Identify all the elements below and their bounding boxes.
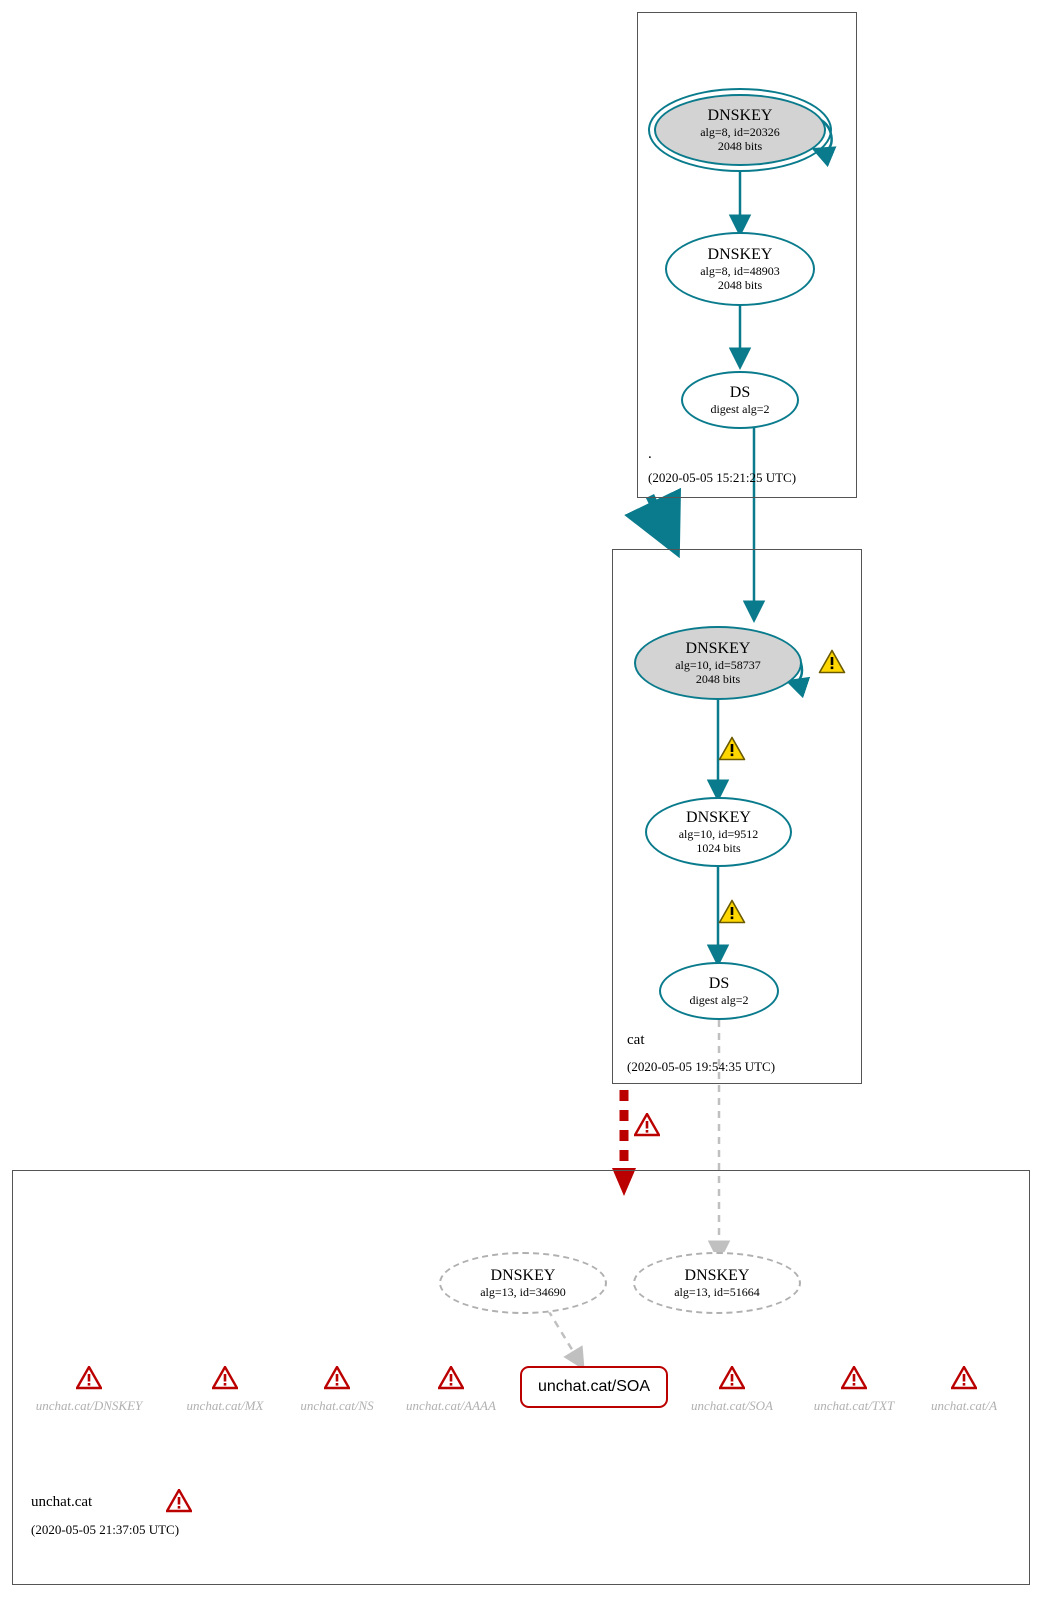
node-subtitle: alg=13, id=51664 [674, 1285, 760, 1299]
node-cat-ksk[interactable] [634, 626, 802, 700]
node-title: DNSKEY [684, 1267, 750, 1284]
node-detail: 2048 bits [717, 278, 763, 292]
node-title: DS [708, 975, 730, 992]
node-cat-ds-for-unchat[interactable] [659, 962, 779, 1020]
node-title: DNSKEY [490, 1267, 556, 1284]
node-title: DNSKEY [707, 246, 773, 263]
zone-label-unchat: unchat.cat [31, 1494, 93, 1510]
node-title: DNSKEY [707, 107, 773, 124]
rrset-label-unchat-cat-aaaa: unchat.cat/AAAA [406, 1398, 496, 1413]
warning-triangle-icon [718, 899, 746, 925]
edge-delegation-root-to-cat [650, 496, 672, 542]
node-subtitle: alg=8, id=48903 [700, 264, 780, 278]
node-cat-zsk[interactable] [645, 797, 792, 867]
warning-triangle-icon [818, 649, 846, 675]
rrset-label-unchat-cat-ns: unchat.cat/NS [300, 1398, 374, 1413]
node-subtitle: digest alg=2 [710, 402, 770, 416]
error-triangle-icon [212, 1366, 238, 1390]
error-triangle-icon [438, 1366, 464, 1390]
error-triangle-icon [634, 1113, 660, 1137]
rrset-label-unchat-cat-a: unchat.cat/A [930, 1398, 998, 1413]
error-triangle-icon [166, 1489, 192, 1513]
node-unchat-dnskey-34690[interactable] [439, 1252, 607, 1314]
rrset-unchat-cat-soa-highlighted[interactable]: unchat.cat/SOA [520, 1366, 668, 1408]
error-triangle-icon [951, 1366, 977, 1390]
zone-timestamp-root: (2020-05-05 15:21:25 UTC) [648, 470, 797, 485]
zone-label-root: . [648, 446, 652, 462]
node-detail: 2048 bits [717, 139, 763, 153]
node-unchat-dnskey-51664[interactable] [633, 1252, 801, 1314]
node-title: DNSKEY [686, 809, 751, 826]
rrset-label-unchat-cat-dnskey: unchat.cat/DNSKEY [35, 1398, 143, 1413]
node-subtitle: alg=13, id=34690 [480, 1285, 566, 1299]
node-title: DS [729, 384, 751, 401]
node-title: DNSKEY [685, 640, 751, 657]
node-root-ksk[interactable] [654, 94, 826, 166]
node-subtitle: alg=10, id=9512 [678, 827, 759, 841]
zone-timestamp-unchat: (2020-05-05 21:37:05 UTC) [31, 1522, 180, 1537]
error-triangle-icon [841, 1366, 867, 1390]
rrset-label-unchat-cat-soa: unchat.cat/SOA [691, 1398, 773, 1413]
node-subtitle: alg=8, id=20326 [700, 125, 780, 139]
warning-triangle-icon [718, 736, 746, 762]
node-root-zsk[interactable] [665, 232, 815, 306]
node-detail: 2048 bits [695, 672, 741, 686]
error-triangle-icon [76, 1366, 102, 1390]
node-subtitle: digest alg=2 [689, 993, 749, 1007]
node-detail: 1024 bits [696, 841, 741, 855]
zone-label-cat: cat [627, 1032, 645, 1048]
node-subtitle: alg=10, id=58737 [675, 658, 761, 672]
rrset-label-unchat-cat-txt: unchat.cat/TXT [813, 1398, 895, 1413]
rrset-label-unchat-cat-mx: unchat.cat/MX [186, 1398, 264, 1413]
zone-timestamp-cat: (2020-05-05 19:54:35 UTC) [627, 1059, 776, 1074]
error-triangle-icon [719, 1366, 745, 1390]
node-root-ds-for-cat[interactable] [681, 371, 799, 429]
error-triangle-icon [324, 1366, 350, 1390]
